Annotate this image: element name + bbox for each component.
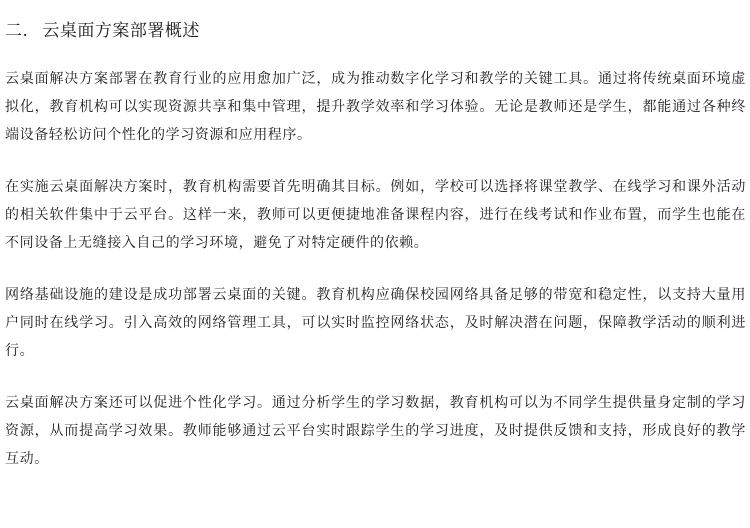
paragraph-personalized-learning: 云桌面解决方案还可以促进个性化学习。通过分析学生的学习数据，教育机构可以为不同学生提供量身定制的学习资源，从而提高学习效果。教师能够通过云平台实时跟踪学生的学习进度，及时提供反馈和支持，形成良好的教学互动。 [5, 395, 746, 467]
section-heading [5, 17, 746, 45]
document-body [5, 65, 746, 473]
paragraph-network: 网络基础设施的建设是成功部署云桌面的关键。教育机构应确保校园网络具备足够的带宽和稳定性，以支持大量用户同时在线学习。引入高效的网络管理工具，可以实时监控网络状态，及时解决潜在问题，保障教学活动的顺利进行。 [5, 287, 746, 359]
paragraph-implementation: 在实施云桌面解决方案时，教育机构需要首先明确其目标。例如，学校可以选择将课堂教学、在线学习和课外活动的相关软件集中于云平台。这样一来，教师可以更便捷地准备课程内容，进行在线考试和作业布置，而学生也能在不同设备上无缝接入自己的学习环境，避免了对特定硬件的依赖。 [5, 179, 746, 251]
section-title: 云桌面方案部署概述 [42, 21, 200, 41]
section-number: 二. [5, 21, 29, 41]
paragraph-overview: 云桌面解决方案部署在教育行业的应用愈加广泛，成为推动数字化学习和教学的关键工具。通过将传统桌面环境虚拟化，教育机构可以实现资源共享和集中管理，提升教学效率和学习体验。无论是教师还是学生，都能通过各种终端设备轻松访问个性化的学习资源和应用程序。 [5, 71, 746, 143]
